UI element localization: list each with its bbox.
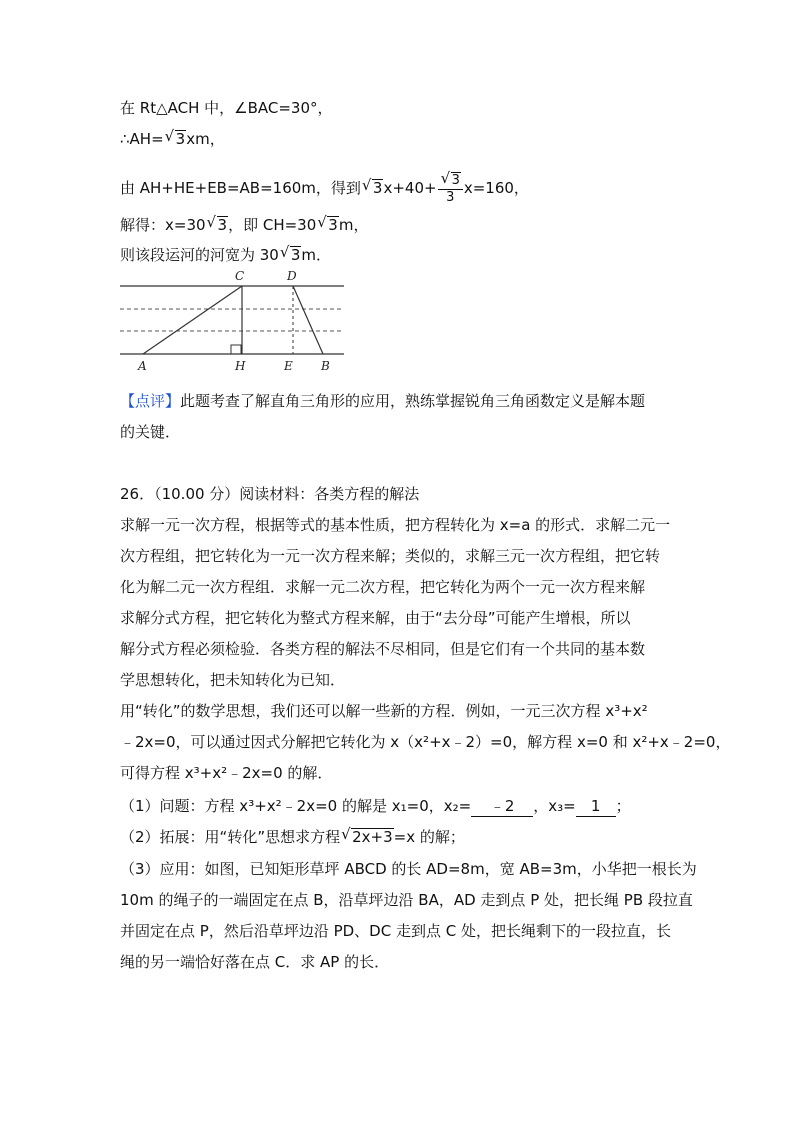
- solution-line-3: [120, 172, 529, 205]
- answer-blank-x2: ﹣2: [471, 796, 533, 817]
- sqrt-radicand: √ 2x+3: [351, 828, 394, 845]
- question-3-line: （3）应用：如图，已知矩形草坪 ABCD 的长 AD=8m，宽 AB=3m，小华把一根长为: [120, 860, 697, 878]
- problem-paragraph-line: 用“转化”的数学思想，我们还可以解一些新的方程．例如，一元三次方程 x³+x²: [120, 702, 648, 720]
- problem-paragraph-line: 解分式方程必须检验．各类方程的解法不尽相同，但是它们有一个共同的基本数: [120, 640, 646, 658]
- sqrt: [164, 129, 187, 149]
- sqrt-radicand: √ 3: [327, 216, 339, 233]
- river-figure: [118, 268, 348, 380]
- comment-line-1: [120, 391, 645, 411]
- river-figure-svg: [118, 268, 348, 376]
- problem-paragraph-line: 化为解二元一次方程组．求解一元二次方程，把它转化为两个一元一次方程来解: [120, 578, 646, 596]
- label-b: B: [321, 359, 330, 373]
- problem-paragraph-line: 可得方程 x³+x²﹣2x=0 的解．: [120, 764, 333, 782]
- comment-tag: 【点评】: [120, 392, 181, 410]
- problem-paragraph-line: ﹣2x=0，可以通过因式分解把它转化为 x（x²+x﹣2）=0，解方程 x=0 和 x²+x﹣2=0，: [120, 733, 731, 751]
- sqrt: [440, 172, 461, 189]
- right-angle-mark: [231, 345, 241, 354]
- fraction-denominator: 3: [446, 190, 455, 205]
- sqrt: [361, 178, 384, 198]
- solution-line-5: [120, 245, 331, 265]
- question-3-line: 绳的另一端恰好落在点 C．求 AP 的长．: [120, 953, 390, 971]
- problem-paragraph-line: 学思想转化，把未知转化为已知．: [120, 671, 346, 689]
- solution-line-1: 在 Rt△ACH 中，∠BAC=30°，: [120, 99, 333, 117]
- label-d: D: [287, 269, 297, 283]
- text: x=160，: [463, 179, 529, 197]
- question-1: [120, 796, 631, 817]
- label-h: H: [235, 359, 246, 373]
- text: 由 AH+HE+EB=AB=160m，得到: [120, 179, 361, 197]
- label-e: E: [284, 359, 293, 373]
- question-3-line: 10m 的绳子的一端固定在点 B，沿草坪边沿 BA，AD 走到点 P 处，把长绳 PB 段拉直: [120, 891, 693, 909]
- question-3-line: 并固定在点 P，然后沿草坪边沿 PD、DC 走到点 C 处，把长绳剩下的一段拉直，长: [120, 922, 671, 940]
- comment-line-2: 的关键．: [120, 423, 181, 441]
- comment-text: 此题考查了解直角三角形的应用，熟练掌握锐角三角函数定义是解本题: [180, 392, 646, 410]
- sqrt-radicand: √ 3: [290, 246, 302, 263]
- problem-paragraph-line: 求解一元一次方程，根据等式的基本性质，把方程转化为 x=a 的形式．求解二元一: [120, 516, 671, 534]
- segment-db: [293, 286, 323, 354]
- text: m．: [301, 246, 332, 264]
- label-c: C: [235, 269, 245, 283]
- solution-line-4: [120, 215, 368, 235]
- sqrt: [340, 827, 394, 847]
- text: m，: [338, 216, 369, 234]
- sqrt-radicand: √ 3: [451, 172, 461, 189]
- text: （1）问题：方程 x³+x²﹣2x=0 的解是 x₁=0，x₂=: [120, 797, 472, 815]
- text: ，x₃=: [533, 797, 576, 815]
- sqrt: [206, 215, 229, 235]
- sqrt-radicand: √ 3: [175, 130, 187, 147]
- sqrt-radicand: √ 3: [372, 179, 384, 196]
- text: ∴AH=: [120, 130, 164, 148]
- label-a: A: [138, 359, 147, 373]
- text: （2）拓展：用“转化”思想求方程: [120, 828, 341, 846]
- answer-blank-x3: 1: [576, 796, 616, 817]
- text: =x 的解；: [393, 828, 465, 846]
- text: ；: [615, 797, 631, 815]
- segment-ac: [143, 286, 242, 354]
- problem-paragraph-line: 求解分式方程，把它转化为整式方程来解，由于“去分母”可能产生增根，所以: [120, 609, 631, 627]
- problem-header: 26．（10.00 分）阅读材料：各类方程的解法: [120, 485, 420, 503]
- text: x+40+: [383, 179, 437, 197]
- text: 解得：x=30: [120, 216, 206, 234]
- sqrt: [279, 245, 302, 265]
- sqrt-radicand: √ 3: [217, 216, 229, 233]
- problem-paragraph-line: 次方程组，把它转化为一元一次方程来解；类似的，求解三元一次方程组，把它转: [120, 547, 661, 565]
- fraction: [438, 172, 463, 205]
- fraction-numerator: [438, 172, 463, 190]
- text: ，即 CH=30: [228, 216, 317, 234]
- solution-line-2: [120, 129, 225, 149]
- text: xm，: [186, 130, 225, 148]
- question-2: [120, 827, 465, 847]
- sqrt: [316, 215, 339, 235]
- text: 则该段运河的河宽为 30: [120, 246, 279, 264]
